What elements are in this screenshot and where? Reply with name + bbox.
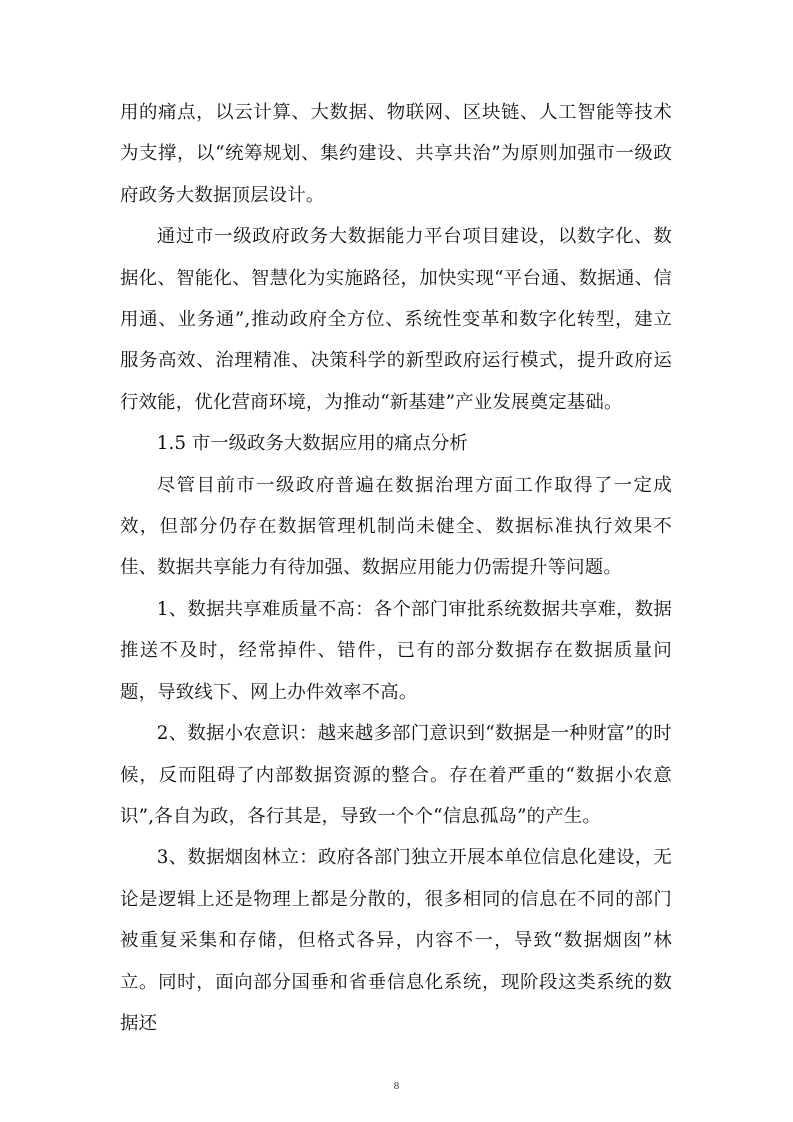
paragraph-platform-construction: 通过市一级政府政务大数据能力平台项目建设，以数字化、数据化、智能化、智慧化为实施路径，加快实现“平台通、数据通、信用通、业务通”,推动政府全方位、系统性变革和数字化转型，建立服务高效、治理精准、决策科学的新型政府运行模式，提升政府运行效能，优化营商环境，为推动“新基建”产业发展奠定基础。 (120, 226, 672, 413)
page-number: 8 (393, 1080, 400, 1092)
paragraph-continuation: 用的痛点，以云计算、大数据、物联网、区块链、人工智能等技术为支撑，以“统筹规划、集约建设、共享共治”为原则加强市一级政府政务大数据顶层设计。 (120, 102, 672, 206)
section-heading: 1.5 市一级政务大数据应用的痛点分析 (156, 433, 468, 455)
paragraph-issue-data-silo-mentality: 2、数据小农意识：越来越多部门意识到“数据是一种财富”的时候，反而阻碍了内部数据资源的整合。存在着严重的“数据小农意识”,各自为政，各行其是，导致一个个“信息孤岛”的产生。 (120, 723, 672, 827)
paragraph-analysis-intro: 尽管目前市一级政府普遍在数据治理方面工作取得了一定成效，但部分仍存在数据管理机制尚未健全、数据标准执行效果不佳、数据共享能力有待加强、数据应用能力仍需提升等问题。 (120, 474, 672, 579)
paragraph-issue-data-sharing: 1、数据共享难质量不高：各个部门审批系统数据共享难，数据推送不及时，经常掉件、错件，已有的部分数据存在数据质量问题，导致线下、网上办件效率不高。 (120, 598, 672, 703)
paragraph-issue-data-chimneys: 3、数据烟囱林立：政府各部门独立开展本单位信息化建设，无论是逻辑上还是物理上都是分散的，很多相同的信息在不同的部门被重复采集和存储，但格式各异，内容不一，导致“数据烟囱”林立。同时，面向部分国垂和省垂信息化系统，现阶段这类系统的数据还 (120, 847, 672, 1034)
body-text (120, 92, 672, 1044)
